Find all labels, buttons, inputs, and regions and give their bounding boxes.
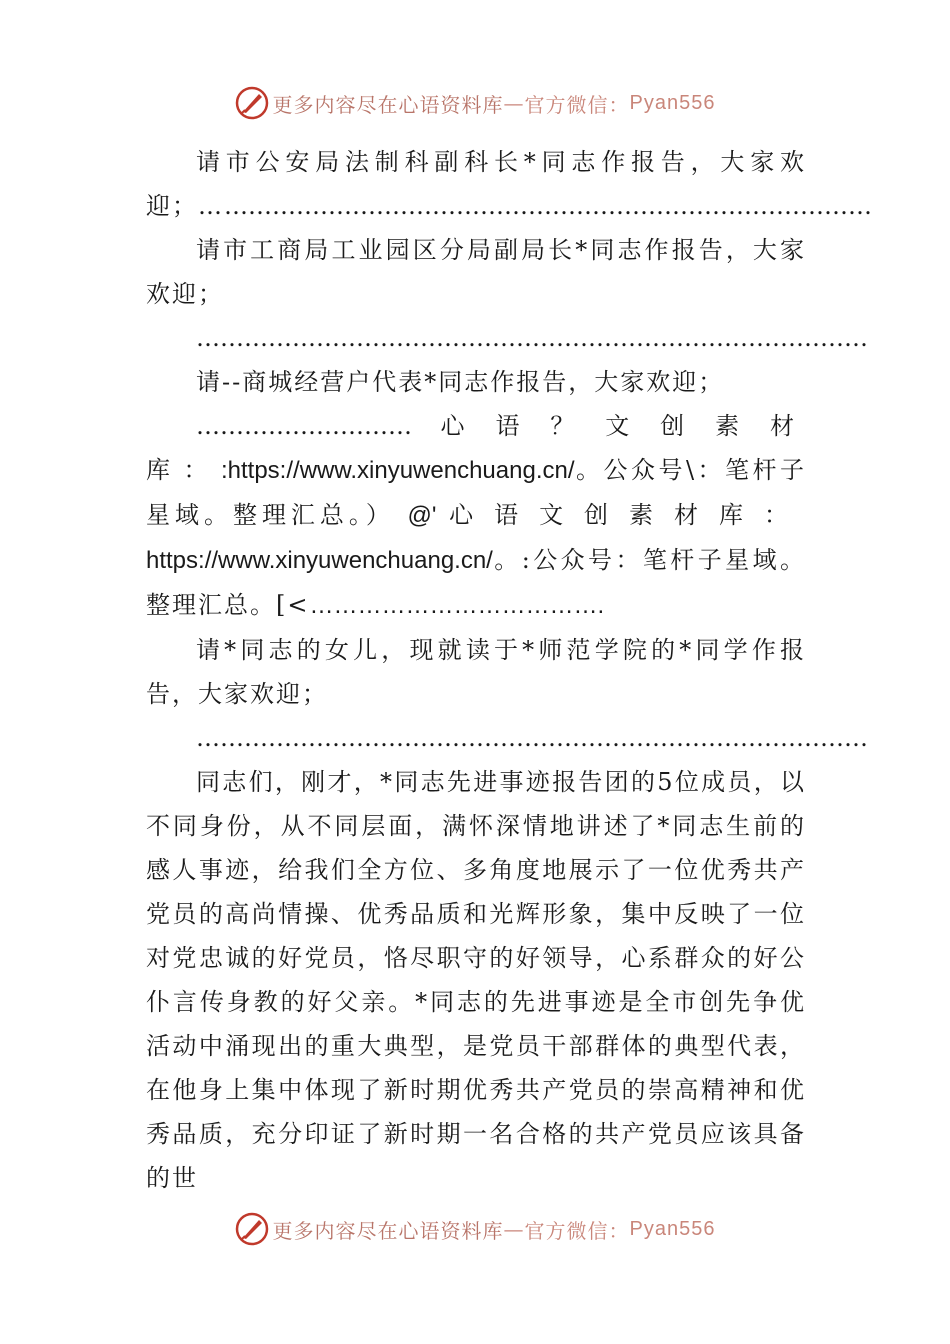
paragraph-2-dots: ………………………………………………………………………… [196,324,868,352]
paragraph-4-source-label-2: 心语文创素材库： [449,501,807,529]
paragraph-1-text: 请市公安局法制科副科长*同志作报告，大家欢迎；… [146,148,806,220]
banner-wechat-id: Pyan556 [629,1217,716,1240]
paragraph-4-url-2: https://www.xinyuwenchuang.cn/ [146,547,493,574]
banner-official: 官方微信： [524,92,630,117]
footer-watermark-banner [0,1212,950,1246]
banner-dash: — [503,91,525,115]
paragraph-4-wechat-note-2: 。:公众号：笔杆子星域。整理汇总。[< [146,546,806,619]
paragraph-5-text: 请*同志的女儿，现就读于*师范学院的*同学作报告，大家欢迎； [146,636,806,708]
header-watermark-banner [0,86,950,120]
banner-brand: 更多内容尽在心语资料库 [272,92,504,117]
banner-official: 官方微信： [524,1218,630,1243]
paragraph-4-symbol: @' [407,502,437,529]
quill-logo-icon [235,86,269,120]
paragraph-2-text: 请市工商局工业园区分局副局长*同志作报告，大家欢迎； [146,236,806,308]
paragraph-6: 同志们，刚才，*同志先进事迹报告团的5位成员，以不同身份，从不同层面，满怀深情地讲述了*同志生前的感人事迹，给我们全方位、多角度地展示了一位优秀共产党员的高尚情操、优秀品质和光辉形象，集中反映了一位对党忠诚的好党员，恪尽职守的好领导，心系群众的好公仆言传身教的好父亲。*同志的先进事迹是全市创先争优活动中涌现出的重大典型，是党员干部群体的典型代表，在他身上集中体现了新时期优秀共产党员的崇高精神和优秀品质，充分印证了新时期一名合格的共产党员应该具备的世 [146,768,806,1192]
paragraph-4-source-label: 心语？文创素材库： [146,412,806,484]
paragraph-4-dots: ……………………… [196,412,412,440]
paragraph-4-wechat-note: 。公众号\：笔杆子星域。整理汇总。） [146,456,806,529]
banner-wechat-id: Pyan556 [629,91,716,114]
document-body [146,140,872,1200]
quill-logo-icon [235,1212,269,1246]
paragraph-4-tail-dots: ………………………………. [309,592,605,619]
paragraph-2 [146,228,806,316]
banner-dash: — [503,1217,525,1241]
paragraph-5-dots: ………………………………………………………………………… [196,724,868,752]
paragraph-4 [146,404,806,628]
banner-brand: 更多内容尽在心语资料库 [272,1218,504,1243]
paragraph-1-dots: ……………………………………………………………………… [224,192,872,220]
paragraph-5 [146,628,806,716]
paragraph-4-url-1: :https://www.xinyuwenchuang.cn/ [220,457,575,484]
paragraph-1 [146,140,872,228]
paragraph-3-text: 请--商城经营户代表*同志作报告，大家欢迎； [196,368,725,396]
paragraph-3 [146,360,806,404]
